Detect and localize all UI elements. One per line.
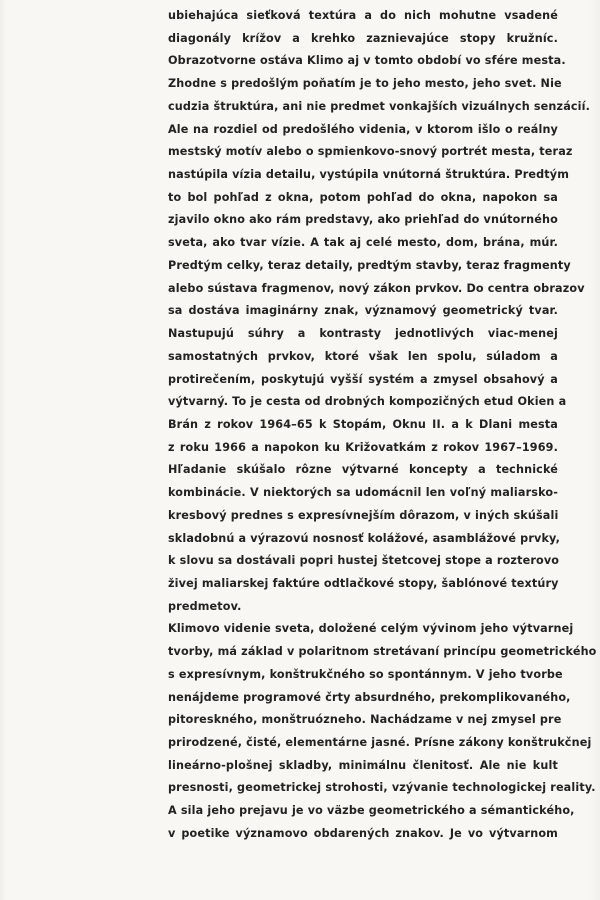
- text-line: mestský motív alebo o spmienkovo-snový portrét mesta, teraz: [168, 145, 573, 159]
- text-line: Nastupujú súhry a kontrasty jednotlivých viac-menej: [168, 327, 558, 341]
- text-line: nastúpila vízia detailu, vystúpila vnútorná štruktúra. Predtým: [168, 168, 570, 182]
- text-line: A sila jeho prejavu je vo väzbe geometrického a sémantického,: [168, 804, 575, 818]
- body-text: [168, 5, 597, 846]
- text-line: s expresívnym, konštrukčného so spontánnym. V jeho tvorbe: [168, 667, 563, 681]
- text-line: Hľadanie skúšalo rôzne výtvarné koncepty a technické: [168, 463, 558, 477]
- text-line: alebo sústava fragmenov, nový zákon prvkov. Do centra obrazov: [168, 281, 585, 295]
- text-line-paragraph-end: predmetov.: [168, 599, 242, 613]
- text-line: ubiehajúca sieťková textúra a do nich mohutne vsadené: [168, 9, 558, 22]
- text-line: živej maliarskej faktúre odtlačkové stopy, šablónové textúry: [168, 576, 559, 590]
- text-line: zjavilo okno ako rám predstavy, ako priehľad do vnútorného: [168, 213, 558, 227]
- text-line: samostatných prvkov, ktoré však len spolu, súladom a: [168, 349, 558, 363]
- text-line: Obrazotvorne ostáva Klimo aj v tomto období vo sfére mesta.: [168, 54, 566, 68]
- text-line: prirodzené, čisté, elementárne jasné. Prísne zákony konštrukčnej: [168, 736, 592, 749]
- text-line: výtvarný. To je cesta od drobných kompozičných etud Okien a: [168, 395, 567, 409]
- text-line: skladobnú a výrazovú nosnosť kolážové, asamblážové prvky,: [168, 531, 561, 545]
- text-line: to bol pohľad z okna, potom pohľad do okna, napokon sa: [168, 190, 558, 204]
- text-line: Zhodne s predošlým poňatím je to jeho mesto, jeho svet. Nie: [168, 77, 562, 91]
- text-line: Predtým celky, teraz detaily, predtým stavby, teraz fragmenty: [168, 258, 571, 272]
- text-line: Klimovo videnie sveta, doložené celým vývinom jeho výtvarnej: [168, 622, 574, 636]
- text-line: protirečením, poskytujú vyšší systém a zmysel obsahový a: [168, 372, 558, 386]
- text-line: presnosti, geometrickej strohosti, vzývanie technologickej reality.: [168, 781, 596, 795]
- text-line: Ale na rozdiel od predošlého videnia, v ktorom išlo o reálny: [168, 122, 558, 136]
- text-line: sveta, ako tvar vízie. A tak aj celé mesto, dom, brána, múr.: [168, 236, 558, 250]
- text-line: nenájdeme programové črty absurdného, prekomplikovaného,: [168, 690, 571, 704]
- text-line: Brán z rokov 1964–65 k Stopám, Oknu II. a k Dlani mesta: [168, 417, 558, 431]
- text-line: k slovu sa dostávali popri hustej štetcovej stope a rozterovo: [168, 554, 560, 568]
- text-line: cudzia štruktúra, ani nie predmet vonkajších vizuálnych senzácií.: [168, 99, 591, 113]
- text-line: kombinácie. V niektorých sa udomácnil len voľný maliarsko-: [168, 486, 558, 500]
- text-line: diagonály krížov a krehko zaznievajúce stopy kružníc.: [168, 31, 558, 45]
- text-line: tvorby, má základ v polaritnom stretávaní princípu geometrického: [168, 645, 597, 659]
- text-line: sa dostáva imaginárny znak, významový geometrický tvar.: [168, 304, 558, 318]
- text-line: v poetike významovo obdarených znakov. Je vo výtvarnom: [168, 826, 558, 840]
- text-line: z roku 1966 a napokon ku Križovatkám z rokov 1967–1969.: [168, 440, 558, 454]
- text-line: kresbový prednes s expresívnejším dôrazom, v iných skúšali: [168, 508, 559, 522]
- text-line: lineárno-plošnej skladby, minimálnu členitosť. Ale nie kult: [168, 758, 558, 772]
- text-line: pitoreskného, monštruózneho. Nachádzame v nej zmysel pre: [168, 713, 562, 727]
